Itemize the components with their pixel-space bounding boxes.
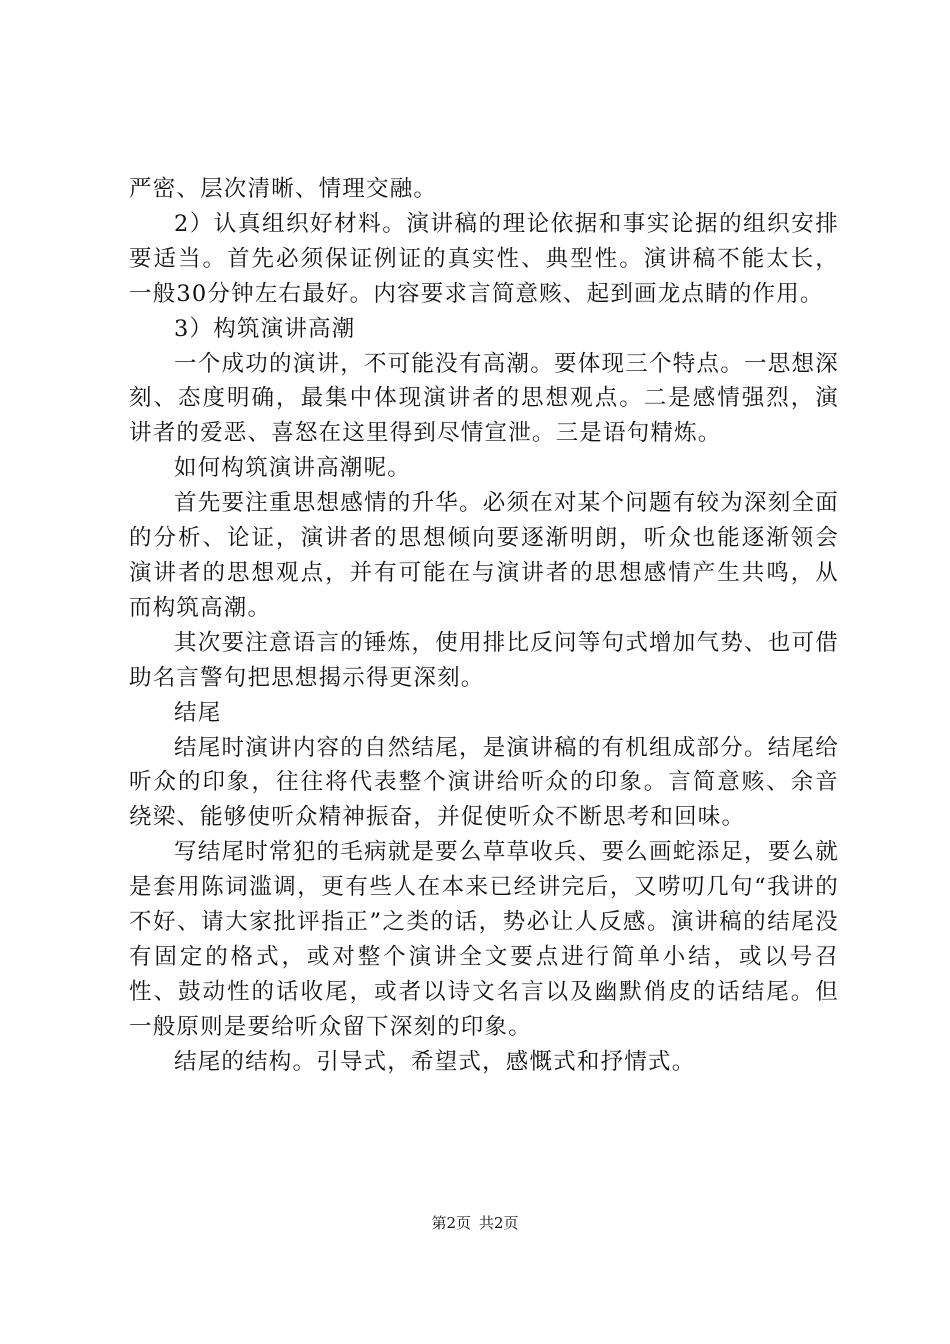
paragraph-11: 结尾的结构。引导式，希望式，感慨式和抒情式。 <box>174 1048 696 1075</box>
paragraph-9: 结尾时演讲内容的自然结尾，是演讲稿的有机组成部分。结尾给听众的印象，往往将代表整个演讲给听众的印象。言简意赅、余音绕梁、能够使听众精神振奋，并促使听众不断思考和回味。 <box>129 734 839 831</box>
document-body <box>129 172 839 1080</box>
paragraph-4: 一个成功的演讲，不可能没有高潮。要体现三个特点。一思想深刻、态度明确，最集中体现演讲者的思想观点。二是感情强烈，演讲者的爱恶、喜怒在这里得到尽情宣泄。三是语句精炼。 <box>129 350 839 447</box>
paragraph-2: 2）认真组织好材料。演讲稿的理论依据和事实论据的组织安排要适当。首先必须保证例证的真实性、典型性。演讲稿不能太长，一般30分钟左右最好。内容要求言简意赅、起到画龙点睛的作用。 <box>129 210 839 307</box>
paragraph-3-heading: 3）构筑演讲高潮 <box>174 315 356 342</box>
paragraph-7: 其次要注意语言的锤炼，使用排比反问等句式增加气势、也可借助名言警句把思想揭示得更深刻。 <box>129 629 839 691</box>
paragraph-1: 严密、层次清晰、情理交融。 <box>129 176 438 202</box>
paragraph-10: 写结尾时常犯的毛病就是要么草草收兵、要么画蛇添足，要么就是套用陈词滥调，更有些人在本来已经讲完后，又唠叨几句“我讲的不好、请大家批评指正”之类的话，势必让人反感。演讲稿的结尾没有固定的格式，或对整个演讲全文要点进行简单小结，或以号召性、鼓动性的话收尾，或者以诗文名言以及幽默俏皮的话结尾。但一般原则是要给听众留下深刻的印象。 <box>129 839 839 1040</box>
paragraph-6: 首先要注重思想感情的升华。必须在对某个问题有较为深刻全面的分析、论证，演讲者的思想倾向要逐渐明朗，听众也能逐渐领会演讲者的思想观点，并有可能在与演讲者的思想感情产生共鸣，从而构筑高潮。 <box>129 490 839 621</box>
page-total: 共2页 <box>479 1214 519 1232</box>
paragraph-8-heading: 结尾 <box>174 699 222 726</box>
page-number: 第2页 <box>431 1214 471 1232</box>
paragraph-5: 如何构筑演讲高潮呢。 <box>174 455 412 482</box>
page-footer <box>0 1213 950 1233</box>
